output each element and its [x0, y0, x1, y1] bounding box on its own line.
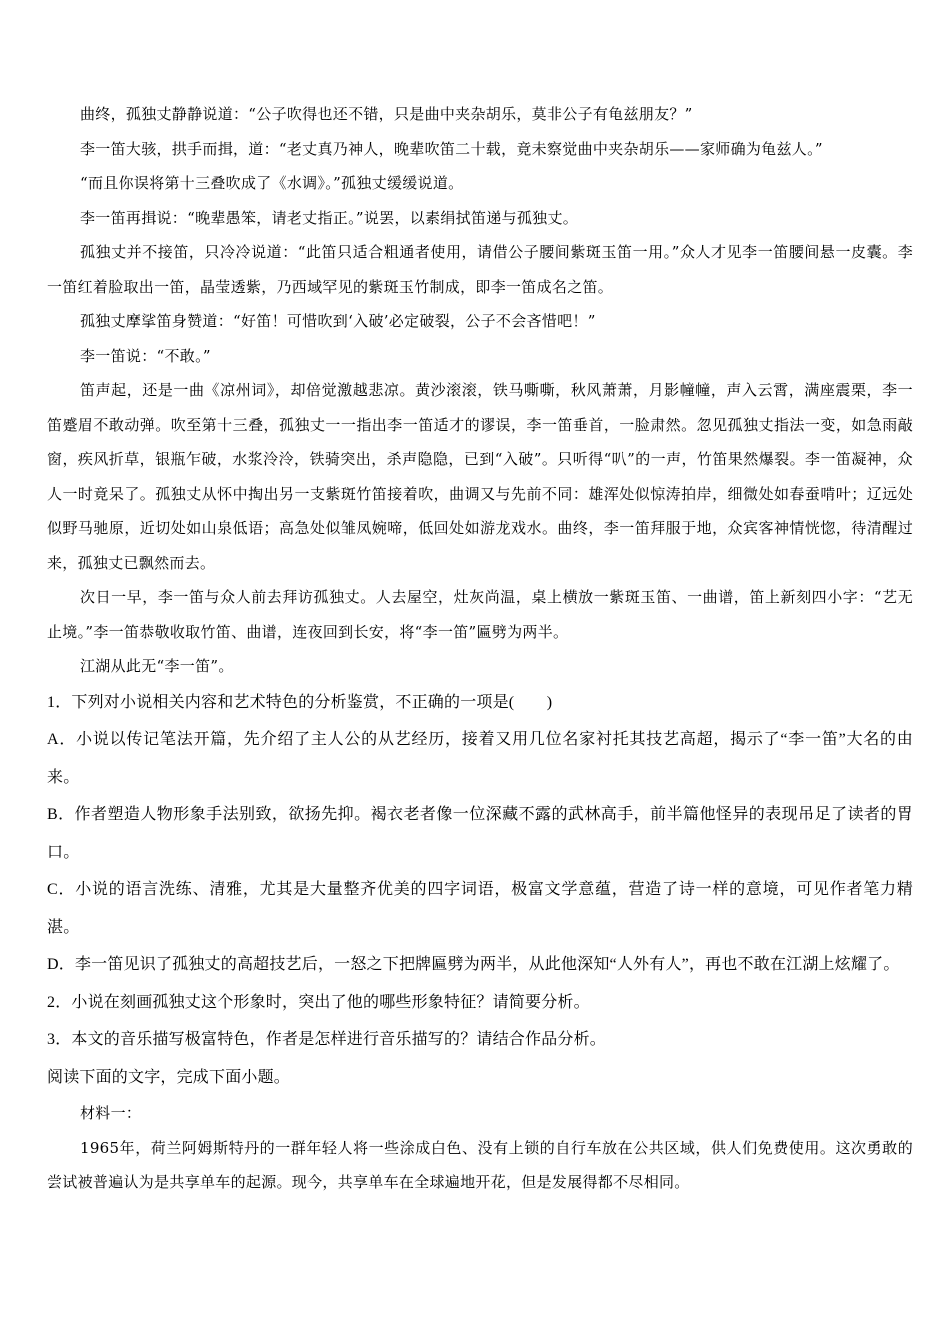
question-3: 3．本文的音乐描写极富特色，作者是怎样进行音乐描写的？请结合作品分析。	[47, 1031, 607, 1048]
option-b: B．作者塑造人物形象手法别致，欲扬先抑。褐衣老者像一位深藏不露的武林高手，前半篇他怪异的表现吊足了读者的胃口。	[47, 806, 913, 861]
story-paragraph: 曲终，孤独丈静静说道：“公子吹得也还不错，只是曲中夹杂胡乐，莫非公子有龟兹朋友？”	[80, 105, 693, 123]
question-2: 2．小说在刻画孤独丈这个形象时，突出了他的哪些形象特征？请简要分析。	[47, 993, 590, 1011]
story-paragraph: 次日一早，李一笛与众人前去拜访孤独丈。人去屋空，灶灰尚温，桌上横放一紫斑玉笛、一曲谱，笛上新刻四小字：“艺无止境。”李一笛恭敬收取竹笛、曲谱，连夜回到长安，将“李一笛”匾劈为两半。	[47, 588, 913, 641]
option-c: C．小说的语言洗练、清雅，尤其是大量整齐优美的四字词语，极富文学意蕴，营造了诗一样的意境，可见作者笔力精湛。	[47, 881, 913, 936]
material-label: 材料一：	[80, 1104, 142, 1122]
story-paragraph: 江湖从此无“李一笛”。	[80, 657, 234, 675]
document-page	[47, 97, 913, 1200]
material-paragraph: 1965年，荷兰阿姆斯特丹的一群年轻人将一些涂成白色、没有上锁的自行车放在公共区域，供人们免费使用。这次勇敢的尝试被普遍认为是共享单车的起源。现今，共享单车在全球遍地开花，但是发展得都不尽相同。	[47, 1138, 913, 1191]
reading-intro: 阅读下面的文字，完成下面小题。	[47, 1068, 291, 1086]
option-d: D．李一笛见识了孤独丈的高超技艺后，一怒之下把牌匾劈为两半，从此他深知“人外有人”，再也不敢在江湖上炫耀了。	[47, 956, 900, 973]
story-paragraph: 李一笛说：“不敢。”	[80, 346, 211, 365]
story-paragraph: “而且你误将第十三叠吹成了《水调》。”孤独丈缓缓说道。	[80, 174, 464, 192]
story-paragraph: 笛声起，还是一曲《凉州词》，却倍觉激越悲凉。黄沙滚滚，铁马嘶嘶，秋风萧萧，月影幢幢，声入云霄，满座震栗，李一笛蹙眉不敢动弹。吹至第十三叠，孤独丈一一指出李一笛适才的谬误，李一笛垂首，一脸肃然。忽见孤独丈指法一变，如急雨敲窗，疾风折草，银瓶乍破，水浆泠泠，铁骑突出，杀声隐隐，已到“入破”。只听得“叭”的一声，竹笛果然爆裂。李一笛凝神，众人一时竟呆了。孤独丈从怀中掏出另一支紫斑竹笛接着吹，曲调又与先前不同：雄浑处似惊涛拍岸，细微处如春蚕啃叶；辽远处似野马驰原，近切处如山泉低语；高急处似雏凤婉啼，低回处如游龙戏水。曲终，李一笛拜服于地，众宾客神情恍惚，待清醒过来，孤独丈已飘然而去。	[47, 381, 913, 572]
story-paragraph: 李一笛再揖说：“晚辈愚笨，请老丈指正。”说罢，以素绢拭笛递与孤独丈。	[80, 208, 579, 227]
story-paragraph: 李一笛大骇，拱手而揖，道：“老丈真乃神人，晚辈吹笛二十载，竟未察觉曲中夹杂胡乐——家师确为龟兹人。”	[80, 139, 823, 158]
question-1: 1．下列对小说相关内容和艺术特色的分析鉴赏，不正确的一项是( )	[47, 693, 553, 711]
story-paragraph: 孤独丈并不接笛，只冷冷说道：“此笛只适合粗通者使用，请借公子腰间紫斑玉笛一用。”众人才见李一笛腰间悬一皮囊。李一笛红着脸取出一笛，晶莹透紫，乃西域罕见的紫斑玉竹制成，即李一笛成名之笛。	[47, 243, 913, 296]
option-a: A．小说以传记笔法开篇，先介绍了主人公的从艺经历，接着又用几位名家衬托其技艺高超，揭示了“李一笛”大名的由来。	[47, 731, 913, 786]
story-paragraph: 孤独丈摩挲笛身赞道：“好笛！可惜吹到‘入破’必定破裂，公子不会吝惜吧！”	[80, 312, 596, 330]
